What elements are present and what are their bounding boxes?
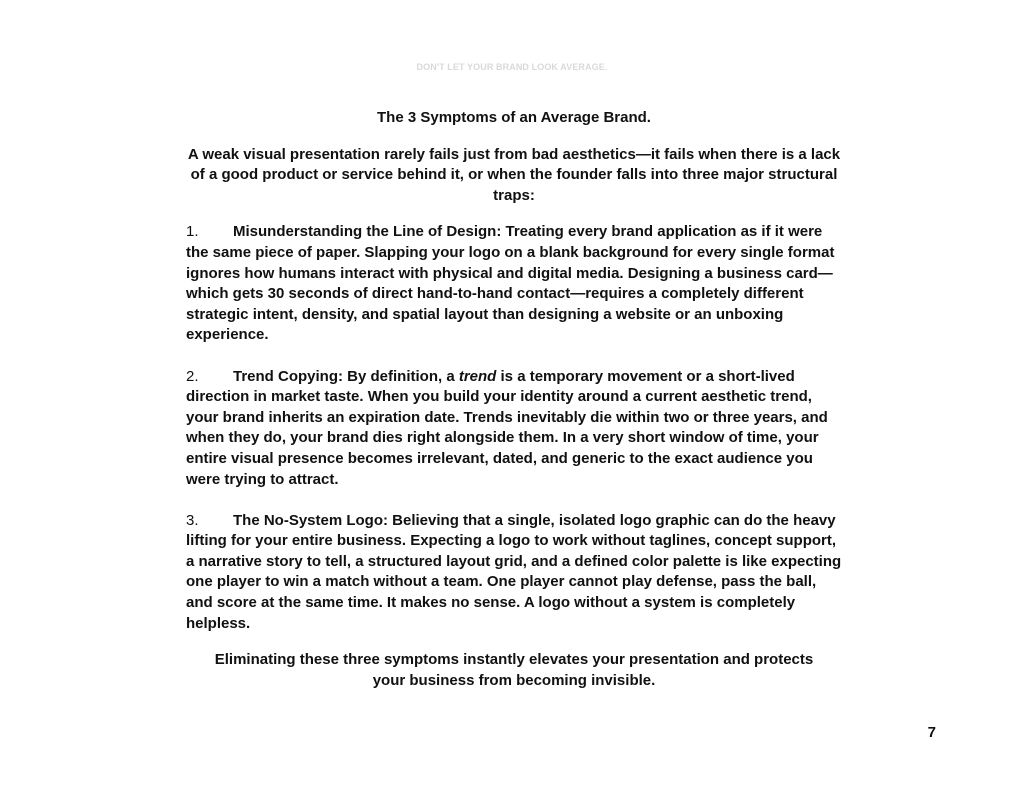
list-item-text: Misunderstanding the Line of Design: Treating every brand application as if it were the same piece of paper. Slapping your logo on a blank background for every single format ignores how humans interact with physical and digital media. Designing a business card—which gets 30 seconds of direct hand-to-hand contact—requires a completely different strategic intent, density, and spatial layout than designing a website or an unboxing experience. (186, 223, 835, 344)
section-title: The 3 Symptoms of an Average Brand. (377, 109, 651, 126)
document-body (186, 108, 842, 691)
italic-term: trend (458, 367, 497, 385)
intro-paragraph: A weak visual presentation rarely fails just from bad aesthetics—it fails when there is a lack of a good product or service behind it, or when the founder falls into three major structural traps: (187, 145, 841, 204)
list-item-text-rest: is a temporary movement or a short-lived direction in market taste. When you build your identity around a current aesthetic trend, your brand inherits an expiration date. Trends inevitably die within two or three years, and when they do, your brand dies right alongside them. In a very short window of time, your entire visual presence becomes irrelevant, dated, and generic to the exact audience you were trying to attract. (186, 367, 828, 488)
running-header: DON'T LET YOUR BRAND LOOK AVERAGE. (416, 62, 608, 72)
list-item-3 (186, 511, 842, 635)
list-number: 1. (186, 223, 199, 241)
list-number: 3. (186, 511, 199, 529)
list-item-text-lead: Trend Copying: By definition, a (233, 367, 459, 385)
list-item-2 (186, 367, 842, 491)
list-item-text: The No-System Logo: Believing that a single, isolated logo graphic can do the heavy lifting for your entire business. Expecting a logo to work without taglines, concept support, a narrative story to tell, a structured layout grid, and a defined color palette is like expecting one player to win a match without a team. One player cannot play defense, pass the ball, and score at the same time. It makes no sense. A logo without a system is completely helpless. (186, 511, 842, 632)
list-number: 2. (186, 367, 199, 385)
closing-paragraph: Eliminating these three symptoms instantly elevates your presentation and protects your business from becoming invisible. (214, 651, 814, 689)
list-item-1 (186, 222, 842, 346)
page-number: 7 (927, 724, 936, 741)
